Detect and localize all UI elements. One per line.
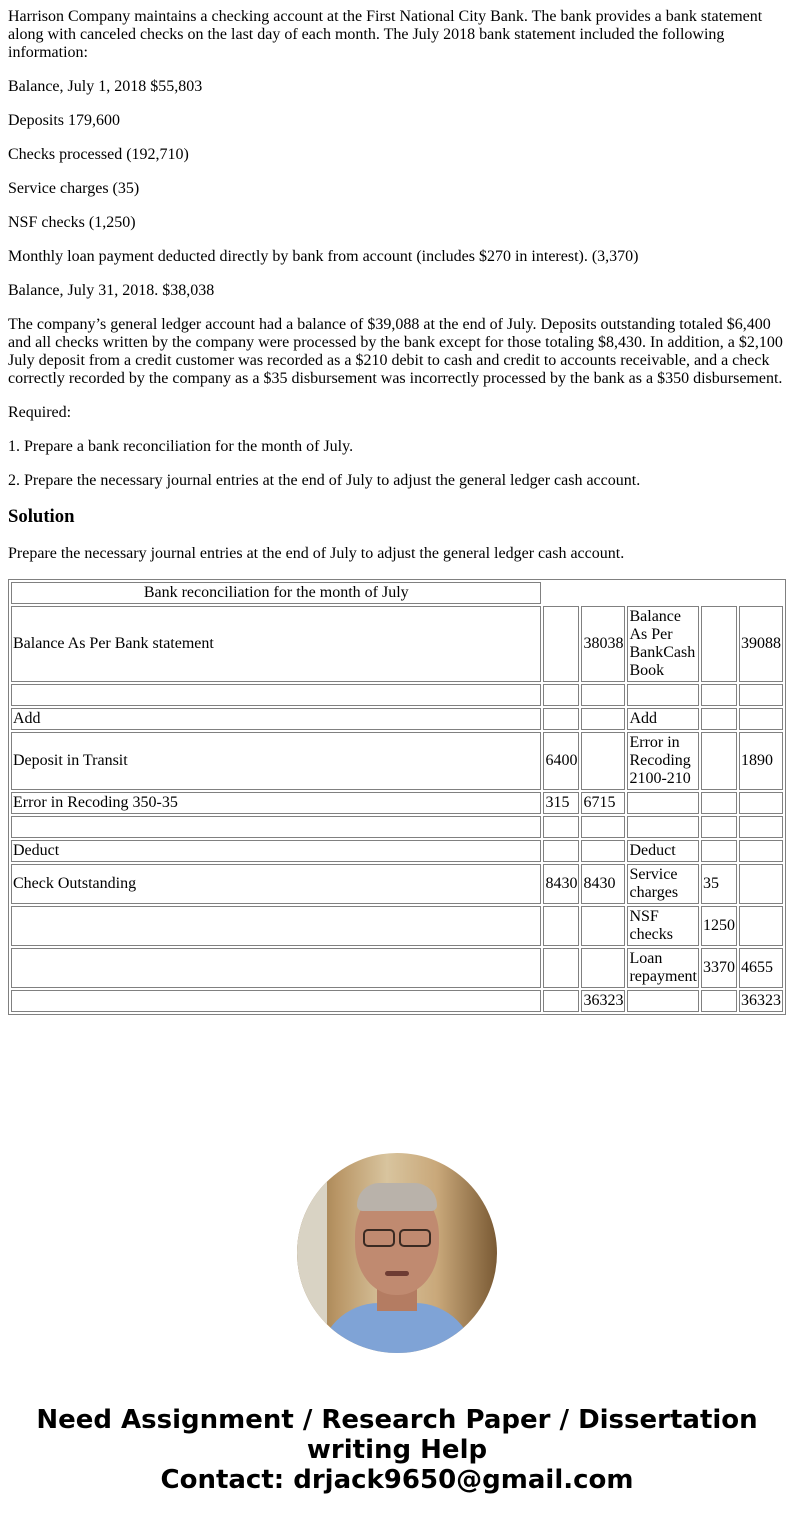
table-cell: 1250 bbox=[701, 906, 737, 946]
table-cell: Deduct bbox=[11, 840, 541, 862]
table-cell: 3370 bbox=[701, 948, 737, 988]
table-cell: 36323 bbox=[739, 990, 783, 1012]
table-cell bbox=[627, 684, 699, 706]
table-row bbox=[11, 606, 783, 682]
table-row bbox=[11, 708, 783, 730]
table-cell: 4655 bbox=[739, 948, 783, 988]
table-cell bbox=[701, 684, 737, 706]
table-cell: Error in Recoding 2100-210 bbox=[627, 732, 699, 790]
table-cell: Deposit in Transit bbox=[11, 732, 541, 790]
table-cell bbox=[581, 684, 625, 706]
table-cell bbox=[627, 816, 699, 838]
table-row bbox=[11, 732, 783, 790]
table-cell: 8430 bbox=[543, 864, 579, 904]
required-item: 2. Prepare the necessary journal entries at the end of July to adjust the general ledger cash account. bbox=[8, 472, 641, 489]
table-cell: 1890 bbox=[739, 732, 783, 790]
table-title: Bank reconciliation for the month of July bbox=[11, 582, 541, 604]
table-row bbox=[11, 840, 783, 862]
table-cell bbox=[701, 990, 737, 1012]
table-cell bbox=[11, 906, 541, 946]
table-cell bbox=[739, 792, 783, 814]
table-cell bbox=[627, 792, 699, 814]
required-item: 1. Prepare a bank reconciliation for the month of July. bbox=[8, 438, 354, 455]
table-cell bbox=[739, 864, 783, 904]
question-details: The company’s general ledger account had a balance of $39,088 at the end of July. Deposits outstanding totaled $6,400 and all checks written by the company were processed by the bank except for those totaling $8,430. In addition, a $2,100 July deposit from a credit customer was recorded as a $210 debit to cash and credit to accounts receivable, and a check correctly recorded by the company as a $35 disbursement was incorrectly processed by the bank as a $350 disbursement. bbox=[8, 316, 783, 387]
table-cell: Balance As Per BankCash Book bbox=[627, 606, 699, 682]
solution-heading: Solution bbox=[8, 506, 75, 527]
table-cell: Error in Recoding 350-35 bbox=[11, 792, 541, 814]
table-cell bbox=[543, 606, 579, 682]
table-cell bbox=[581, 840, 625, 862]
table-cell bbox=[11, 948, 541, 988]
table-cell bbox=[739, 840, 783, 862]
table-row bbox=[11, 948, 783, 988]
table-row bbox=[11, 816, 783, 838]
footer bbox=[0, 1153, 794, 1495]
table-row bbox=[11, 864, 783, 904]
table-cell: Service charges bbox=[627, 864, 699, 904]
table-row bbox=[11, 792, 783, 814]
table-row bbox=[11, 990, 783, 1012]
table-cell: Check Outstanding bbox=[11, 864, 541, 904]
table-row bbox=[11, 906, 783, 946]
statement-line: NSF checks (1,250) bbox=[8, 214, 136, 231]
table-cell: Add bbox=[11, 708, 541, 730]
table-cell bbox=[543, 816, 579, 838]
table-cell bbox=[11, 684, 541, 706]
table-cell: Add bbox=[627, 708, 699, 730]
table-cell bbox=[581, 948, 625, 988]
table-cell bbox=[701, 840, 737, 862]
table-cell: NSF checks bbox=[627, 906, 699, 946]
table-cell: Balance As Per Bank statement bbox=[11, 606, 541, 682]
table-cell bbox=[11, 816, 541, 838]
required-label: Required: bbox=[8, 404, 72, 421]
promo-text bbox=[0, 1405, 794, 1495]
table-cell bbox=[701, 732, 737, 790]
table-cell bbox=[581, 816, 625, 838]
table-cell: 36323 bbox=[581, 990, 625, 1012]
table-cell bbox=[581, 732, 625, 790]
table-cell bbox=[581, 906, 625, 946]
question-intro: Harrison Company maintains a checking account at the First National City Bank. The bank provides a bank statement along with canceled checks on the last day of each month. The July 2018 bank statement included the following information: bbox=[8, 8, 763, 61]
table-cell: 35 bbox=[701, 864, 737, 904]
table-cell bbox=[701, 816, 737, 838]
promo-line: Need Assignment / Research Paper / Dissertation writing Help bbox=[36, 1405, 758, 1465]
statement-line: Checks processed (192,710) bbox=[8, 146, 189, 163]
table-cell: Deduct bbox=[627, 840, 699, 862]
statement-line: Monthly loan payment deducted directly by bank from account (includes $270 in interest). (3,370) bbox=[8, 248, 639, 265]
statement-line: Service charges (35) bbox=[8, 180, 140, 197]
table-cell bbox=[701, 708, 737, 730]
table-cell bbox=[739, 684, 783, 706]
table-title-row bbox=[11, 582, 783, 604]
table-cell bbox=[543, 708, 579, 730]
contact-line: Contact: drjack9650@gmail.com bbox=[160, 1465, 634, 1495]
table-cell bbox=[701, 606, 737, 682]
table-cell: 6400 bbox=[543, 732, 579, 790]
table-row bbox=[11, 684, 783, 706]
author-avatar bbox=[297, 1153, 497, 1353]
table-cell bbox=[739, 816, 783, 838]
solution-intro: Prepare the necessary journal entries at the end of July to adjust the general ledger cash account. bbox=[8, 545, 625, 562]
table-cell bbox=[543, 840, 579, 862]
table-cell bbox=[543, 684, 579, 706]
table-cell: Loan repayment bbox=[627, 948, 699, 988]
table-cell bbox=[739, 708, 783, 730]
table-cell: 8430 bbox=[581, 864, 625, 904]
statement-line: Balance, July 31, 2018. $38,038 bbox=[8, 282, 215, 299]
table-cell bbox=[543, 948, 579, 988]
statement-line: Balance, July 1, 2018 $55,803 bbox=[8, 78, 203, 95]
statement-line: Deposits 179,600 bbox=[8, 112, 120, 129]
reconciliation-table bbox=[8, 579, 786, 1015]
table-cell bbox=[11, 990, 541, 1012]
table-cell bbox=[581, 708, 625, 730]
table-cell bbox=[627, 990, 699, 1012]
table-cell bbox=[739, 906, 783, 946]
table-cell bbox=[701, 792, 737, 814]
table-cell: 38038 bbox=[581, 606, 625, 682]
table-cell: 39088 bbox=[739, 606, 783, 682]
table-cell bbox=[543, 990, 579, 1012]
table-cell: 315 bbox=[543, 792, 579, 814]
table-cell bbox=[543, 906, 579, 946]
table-cell: 6715 bbox=[581, 792, 625, 814]
